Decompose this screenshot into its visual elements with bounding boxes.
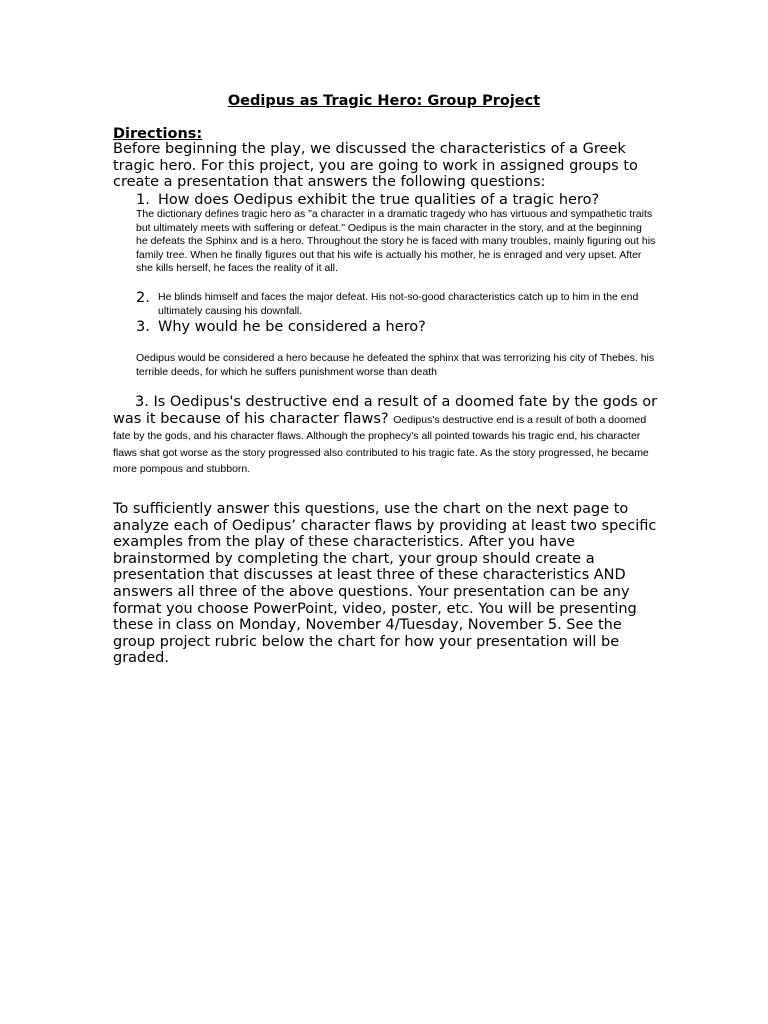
question-text: Is Oedipus's destructive end a result of a doomed fate by the gods or was it because of his character flaws? [113,394,658,427]
answer-2: He blinds himself and faces the major defeat. His not-so-good characteristics catch up to him in the end ultimately causing his downfall. [158,291,639,317]
closing-paragraph: To sufficiently answer this questions, use the chart on the next page to analyze each of Oedipus’ character flaws by providing at least two specific examples from the play of these characteristics. After you have brainstormed by completing the chart, your group should create a presentation that discusses at least three of these characteristics AND answers all three of the above questions. Your presentation can be any format you choose PowerPoint, video, poster, etc. You will be presenting these in class on Monday, November 4/Tuesday, November 5. See the group project rubric below the chart for how your presentation will be graded. [113,501,657,667]
directions-heading: Directions: [113,126,203,142]
answer-1: The dictionary defines tragic hero as "a character in a dramatic tragedy who has virtuous and sympathetic traits but ultimately meets with suffering or defeat." Oedipus is the main character in the story, and at the beginning he defeats the Sphinx and is a hero. Throughout the story he is faced with many troubles, mainly figuring out his family tree. When he finally figures out that his wife is actually his mother, he is enraged and very upset. After she kills herself, he faces the reality of it all. [136,208,656,274]
question-2-number: 2. [136,290,150,306]
question-text: Why would he be considered a hero? [158,319,426,335]
question-3 [136,318,656,336]
question-4 [113,394,658,477]
page-title: Oedipus as Tragic Hero: Group Project [227,93,541,109]
intro-paragraph: Before beginning the play, we discussed the characteristics of a Greek tragic hero. For this project, you are going to work in assigned groups to create a presentation that answers the following questions: [113,141,638,191]
question-number: 1. [136,192,150,208]
answer-3: Oedipus would be considered a hero because he defeated the sphinx that was terrorizing his city of Thebes. his terrible deeds, for which he suffers punishment worse than death [136,352,655,378]
question-1 [136,191,656,209]
question-text: How does Oedipus exhibit the true qualities of a tragic hero? [158,192,600,208]
answer-4: Oedipus's destructive end is a result of both a doomed fate by the gods, and his character flaws. Although the prophecy's all pointed towards his tragic end, his character flaws shat got worse as the story progressed also contributed to his tragic fate. As the story progressed, he became more pompous and stubborn. [113,413,649,475]
question-number: 3. [135,394,149,410]
question-number: 3. [136,319,150,335]
